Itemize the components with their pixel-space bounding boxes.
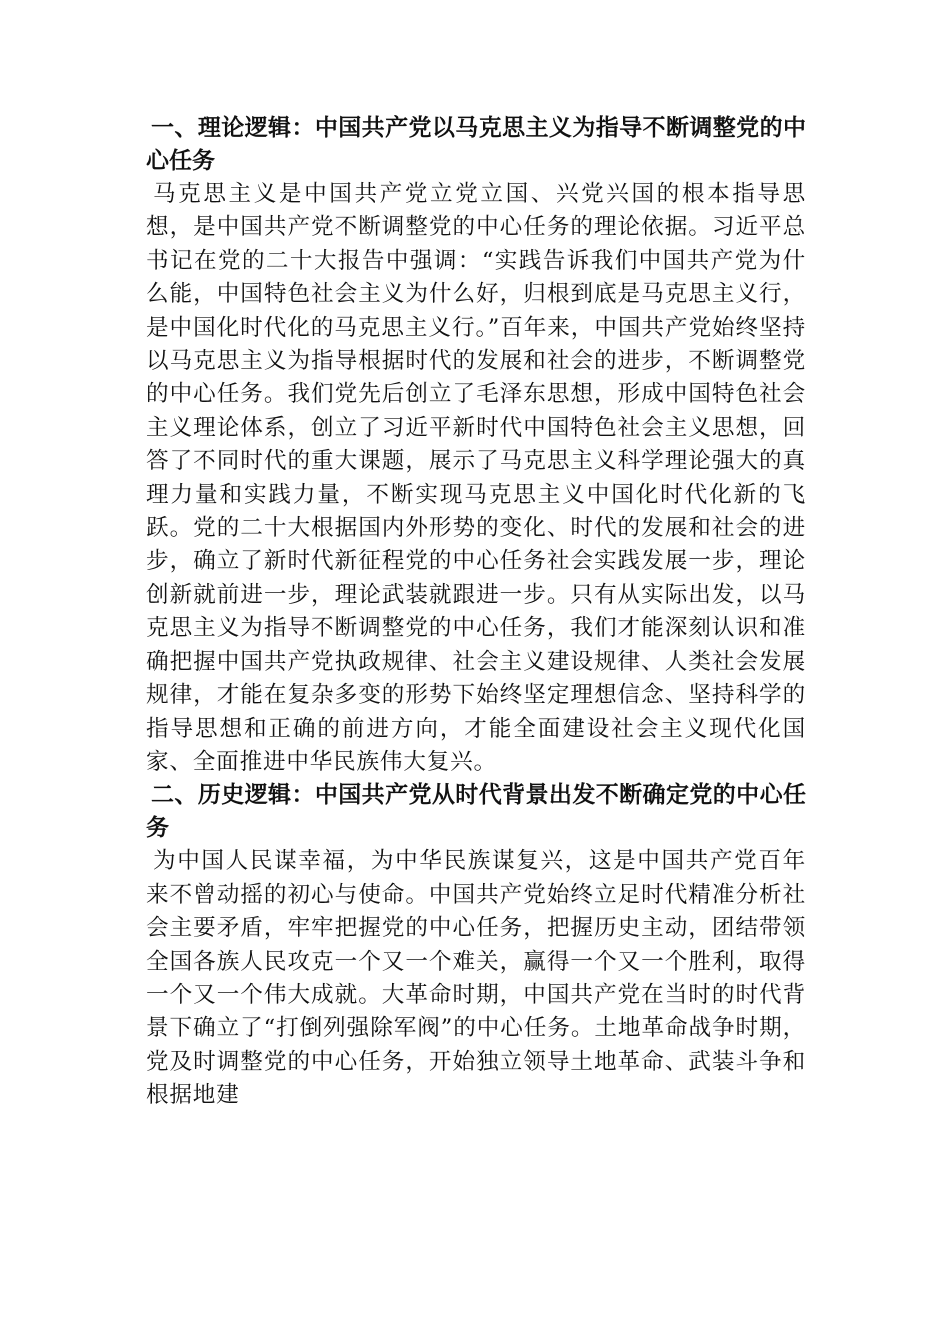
- section-heading-theory: 一、理论逻辑：中国共产党以马克思主义为指导不断调整党的中心任务: [146, 115, 806, 174]
- document-page: [146, 112, 806, 1113]
- section-body-history: 为中国人民谋幸福，为中华民族谋复兴，这是中国共产党百年来不曾动摇的初心与使命。中国共产党始终立足时代精准分析社会主要矛盾，牢牢把握党的中心任务，把握历史主动，团结带领全国各族人民攻克一个又一个难关，赢得一个又一个胜利，取得一个又一个伟大成就。大革命时期，中国共产党在当时的时代背景下确立了“打倒列强除军阀”的中心任务。土地革命战争时期，党及时调整党的中心任务，开始独立领导土地革命、武装斗争和根据地建: [146, 848, 806, 1109]
- section-body-theory: 马克思主义是中国共产党立党立国、兴党兴国的根本指导思想，是中国共产党不断调整党的中心任务的理论依据。习近平总书记在党的二十大报告中强调：“实践告诉我们中国共产党为什么能，中国特色社会主义为什么好，归根到底是马克思主义行，是中国化时代化的马克思主义行。”百年来，中国共产党始终坚持以马克思主义为指导根据时代的发展和社会的进步，不断调整党的中心任务。我们党先后创立了毛泽东思想，形成中国特色社会主义理论体系，创立了习近平新时代中国特色社会主义思想，回答了不同时代的重大课题，展示了马克思主义科学理论强大的真理力量和实践力量，不断实现马克思主义中国化时代化新的飞跃。党的二十大根据国内外形势的变化、时代的发展和社会的进步，确立了新时代新征程党的中心任务社会实践发展一步，理论创新就前进一步，理论武装就跟进一步。只有从实际出发，以马克思主义为指导不断调整党的中心任务，我们才能深刻认识和准确把握中国共产党执政规律、社会主义建设规律、人类社会发展规律，才能在复杂多变的形势下始终坚定理想信念、坚持科学的指导思想和正确的前进方向，才能全面建设社会主义现代化国家、全面推进中华民族伟大复兴。: [146, 181, 806, 775]
- section-heading-history: 二、历史逻辑：中国共产党从时代背景出发不断确定党的中心任务: [146, 782, 806, 842]
